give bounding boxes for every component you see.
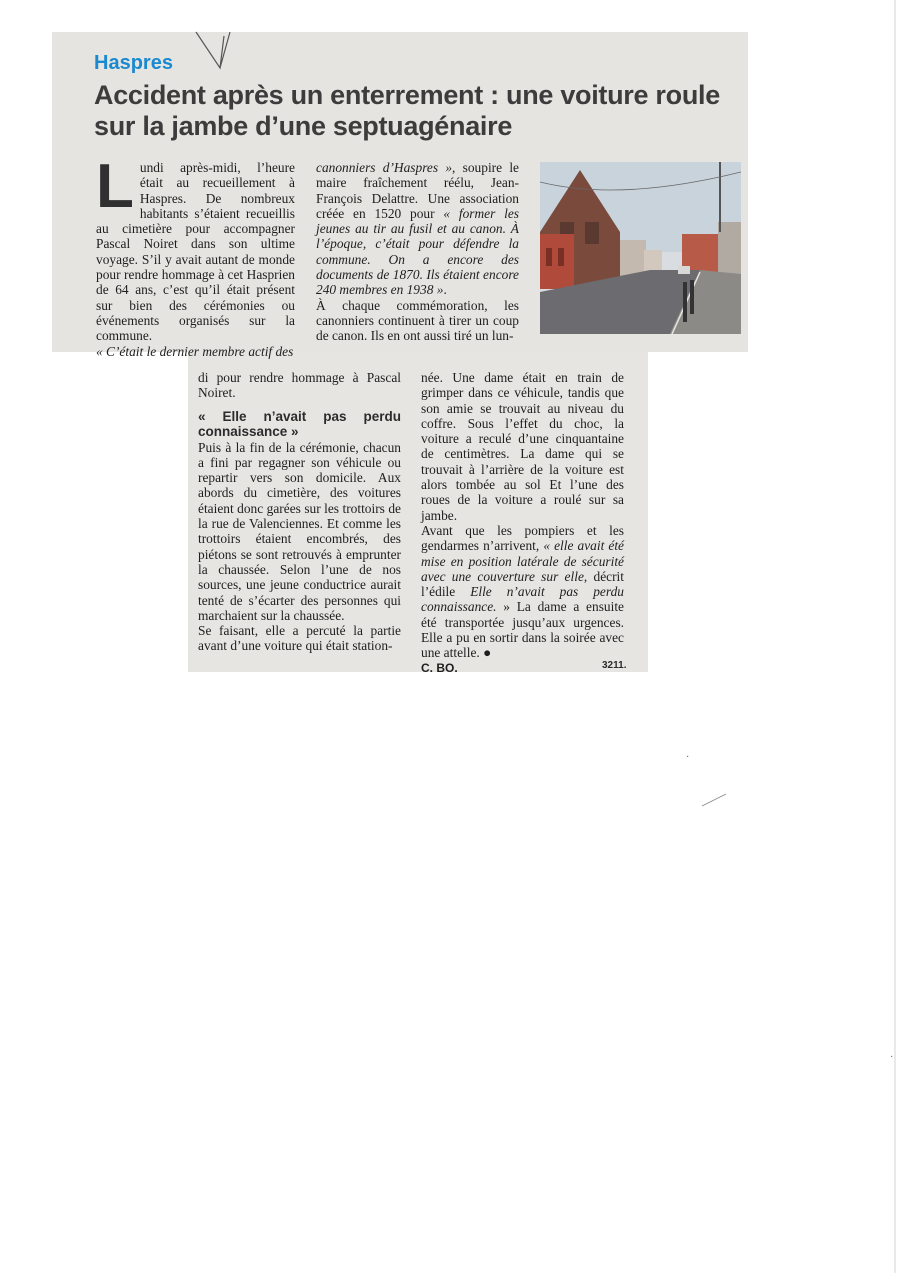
subheading: « Elle n’avait pas perdu connaissance » [198,408,401,439]
column-3-text-3: Se faisant, elle a percuté la partie avant d’une voiture qui était station- [198,623,401,654]
column-4-text-2: Avant que les pompiers et les gendarmes n’arrivent, [421,522,624,554]
page-number: 3211. [602,660,627,671]
column-1-quote: « C’était le dernier membre actif des [96,343,294,359]
street-photo-icon [540,162,741,334]
signature: C. BO. [421,660,458,675]
column-1 [96,152,295,359]
column-3-text-1: di pour rendre hommage à Pascal Noiret. [198,370,401,401]
column-2-quote: « former les jeunes au tir au fusil et au canon. À l’époque, c’était pour défendre la commune. On a encore des documents de 1870. Ils étaient encore 240 membres en 1938 » [316,205,520,298]
column-4 [421,370,627,676]
column-2 [316,160,519,344]
column-3-text-2: Puis à la fin de la cérémonie, chacun a fini par regagner son véhicule ou repartir vers son domicile. Aux abords du cimetière, des voitures étaient donc garées sur les trottoirs de la rue de Valenciennes. Et comme les trottoirs étaient encombrés, des piétons se sont retrouvés à emprunter la chaussée. Selon l’une de nos sources, une jeune conductrice aurait tenté de s’écarter des personnes qui marchaient sur la chaussée. [198,439,401,623]
column-4-text-4: » La dame a ensuite été transportée jusqu’aux urgences. Elle a pu en sortir dans la soirée avec une attelle. [421,599,624,661]
column-2-paragraph-2: À chaque commémoration, les canonniers continuent à tirer un coup de canon. Ils en ont aussi tiré un lun- [316,297,519,344]
column-3 [198,370,401,654]
scan-speck-dot: · [686,752,690,763]
column-4-quote-2: Elle n’avait pas perdu connaissance. [421,584,624,615]
article-photo [540,162,741,334]
column-4-text-3: , décrit l’édile [421,568,624,600]
column-2-text-2: . [443,282,447,298]
column-4-text-1: née. Une dame était en train de grimper dans ce véhicule, tandis que son amie se trouvait au niveau du coffre. Sous l’effet du choc, la voiture a reculé d’une cinquantaine de centimètres. La dame qui se trouvait à l’arrière de la voiture est alors tombée au sol Et l’une des roues de la voiture a roulé sur sa jambe. [421,370,624,523]
column-4-quote-1: « elle avait été mise en position latérale de sécurité avec une couverture sur elle [421,538,624,584]
scan-speck-icon [700,790,730,810]
column-2-text-1: , soupire le maire fraîchement réélu, Jean-François Delattre. Une association créée en 1520 pour [316,160,519,221]
end-bullet-icon: ● [479,645,492,661]
column-2-quote-start: canonniers d’Haspres » [316,160,453,175]
headline: Accident après un enterrement : une voiture roule sur la jambe d’une septuagénaire [94,80,720,141]
pen-mark-icon [190,30,240,72]
scan-edge [894,0,896,1273]
column-1-text: undi après-midi, l’heure était au recueillement à Haspres. De nombreux habitants s’étaient recueillis au cimetière pour accompagner Pascal Noiret dans son ultime voyage. S’il y avait autant de monde pour rendre hommage à cet Hasprien de 64 ans, c’est qu’il était présent sur bien des cérémonies ou événements organisés sur la commune. [96,160,295,344]
kicker: Haspres [94,52,173,74]
scan-speck-dot: · [890,1052,894,1063]
drop-cap: L [96,152,134,221]
